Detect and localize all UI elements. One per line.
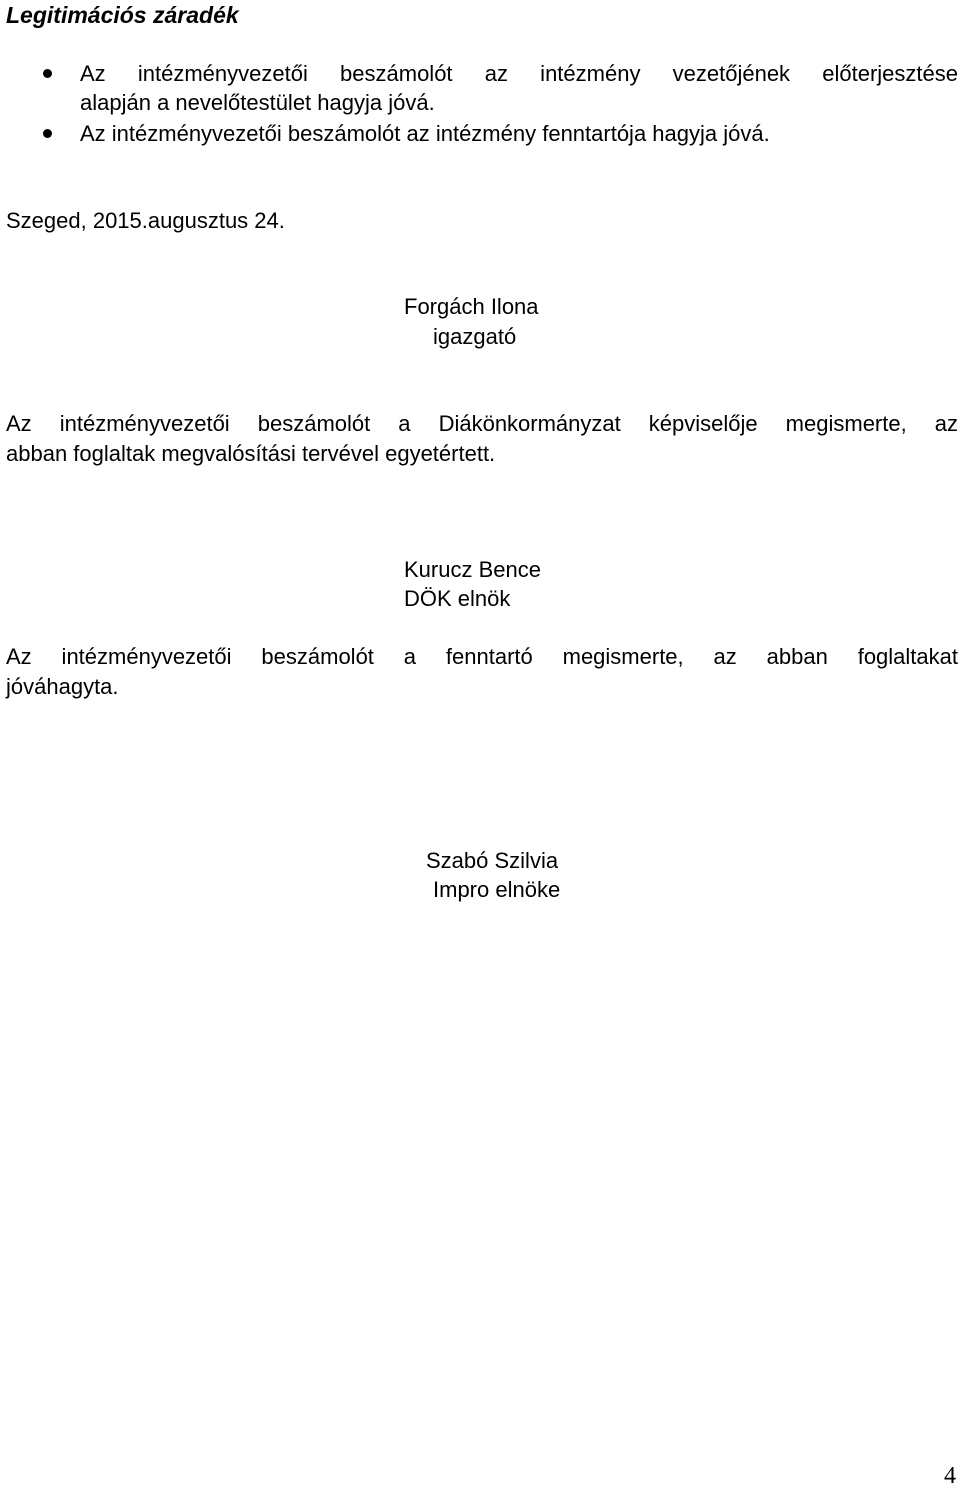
paragraph-line: Az intézményvezetői beszámolót a Diákönkormányzat képviselője megismerte, az [6, 411, 958, 436]
signatory-name: Forgách Ilona [404, 294, 539, 319]
bullet-dot-icon [43, 129, 52, 138]
bullet-item-2-line-1: Az intézményvezetői beszámolót az intézmény fenntartója hagyja jóvá. [80, 121, 770, 146]
paragraph-line: jóváhagyta. [6, 674, 119, 699]
place-date: Szeged, 2015.augusztus 24. [6, 208, 285, 233]
signatory-role: Impro elnöke [433, 877, 561, 902]
signatory-role: DÖK elnök [404, 586, 511, 611]
section-heading: Legitimációs záradék [6, 2, 239, 28]
signatory-name: Szabó Szilvia [426, 848, 559, 873]
bullet-dot-icon [43, 69, 52, 78]
bullet-item-1-line-1: Az intézményvezetői beszámolót az intézmény vezetőjének előterjesztése [80, 61, 958, 86]
signatory-name: Kurucz Bence [404, 557, 541, 582]
page-number: 4 [944, 1463, 956, 1489]
bullet-item-1-line-2: alapján a nevelőtestület hagyja jóvá. [80, 90, 435, 115]
signatory-role: igazgató [433, 324, 517, 349]
paragraph-line: Az intézményvezetői beszámolót a fenntartó megismerte, az abban foglaltakat [6, 644, 958, 669]
paragraph-line: abban foglaltak megvalósítási tervével egyetértett. [6, 441, 496, 466]
